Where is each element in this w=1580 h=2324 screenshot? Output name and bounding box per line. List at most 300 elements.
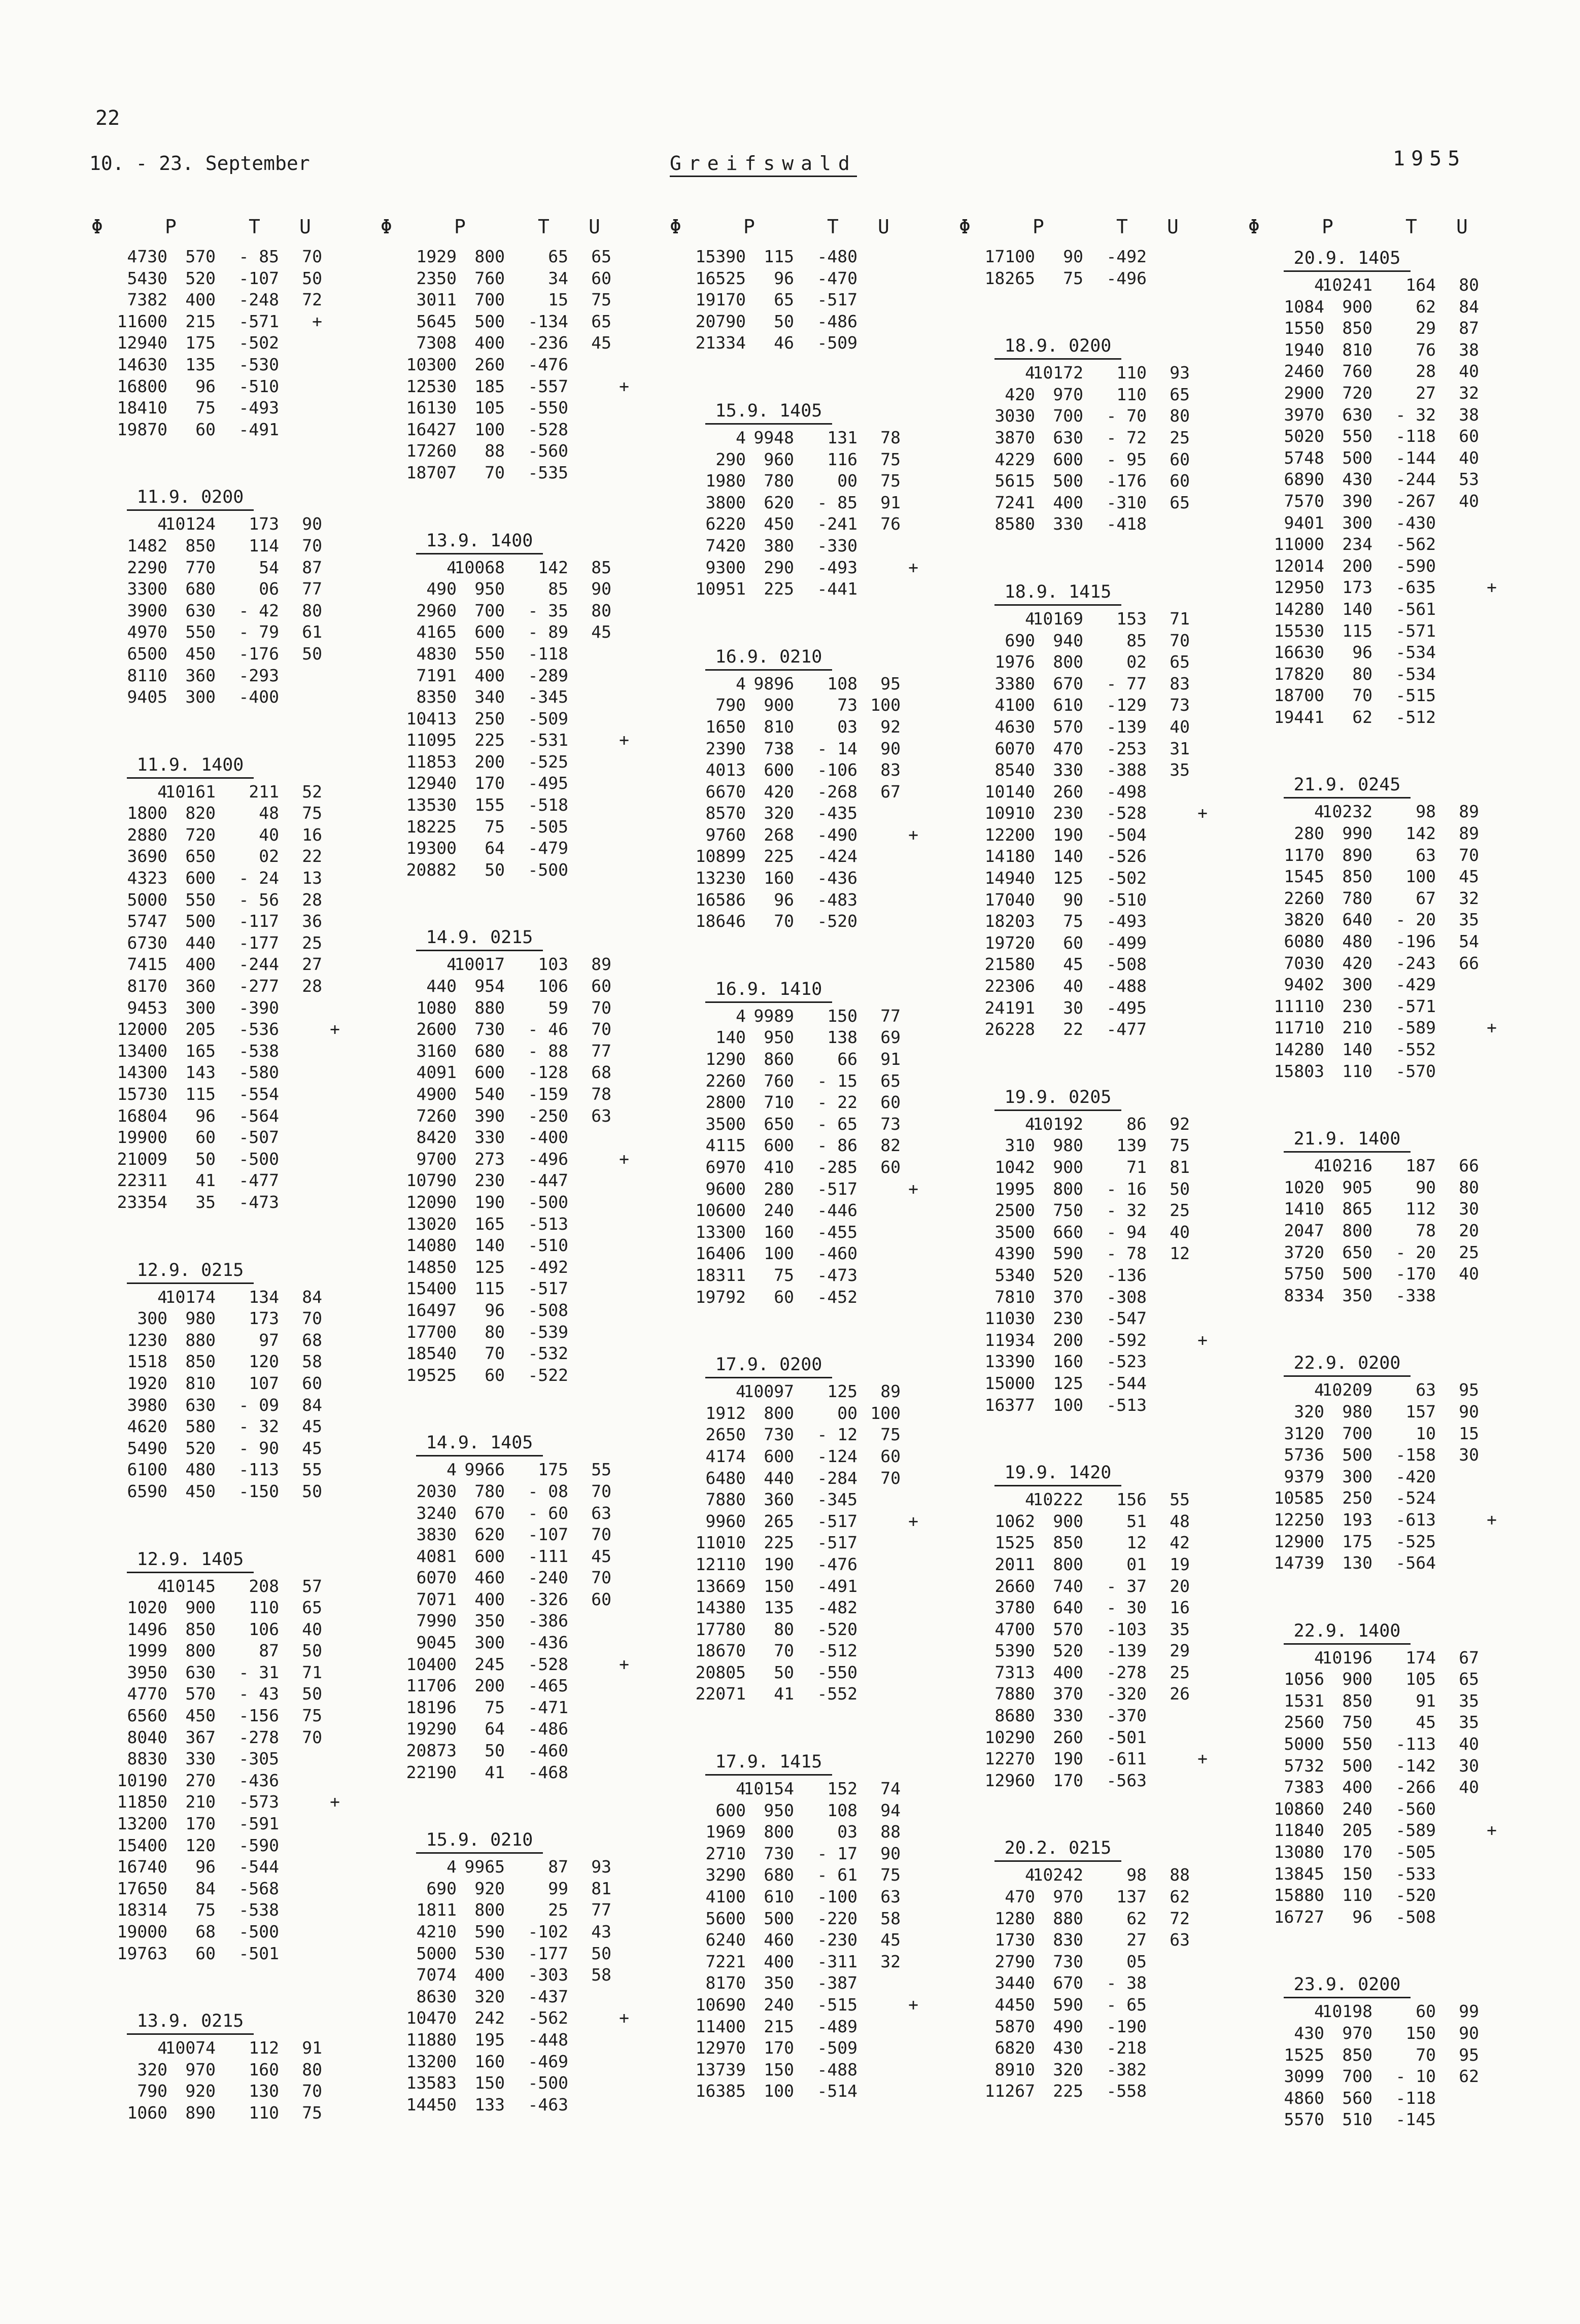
table-row — [944, 759, 1208, 781]
table-row — [1233, 1039, 1497, 1061]
phi-cell: 5430 — [127, 268, 167, 288]
phi-cell: 7570 — [1284, 491, 1324, 511]
header-phi: Φ — [1248, 216, 1260, 238]
phi-cell: 4620 — [127, 1416, 167, 1437]
mark-cell: + — [1197, 803, 1208, 823]
table-row — [655, 1619, 918, 1641]
t-cell: 70 — [1416, 2044, 1436, 2065]
p-cell: 225 — [764, 1533, 794, 1553]
p-cell: 210 — [1342, 1018, 1372, 1038]
sounding-block — [944, 1085, 1208, 1416]
u-cell: 55 — [1170, 1489, 1190, 1510]
t-cell: 138 — [827, 1027, 857, 1048]
p-cell: 96 — [1352, 1906, 1372, 1927]
table-row — [365, 1697, 629, 1719]
phi-cell: 1042 — [994, 1157, 1035, 1177]
p-cell: 40 — [1063, 976, 1083, 996]
u-cell: 90 — [302, 514, 322, 534]
table-row — [655, 824, 918, 846]
phi-cell: 3720 — [1284, 1242, 1324, 1262]
u-cell: 77 — [302, 579, 322, 599]
t-cell: -103 — [1106, 1619, 1147, 1639]
sounding-block — [76, 1258, 340, 1503]
table-row — [655, 1265, 918, 1287]
u-cell: 53 — [1459, 469, 1479, 490]
p-cell: 22 — [1063, 1019, 1083, 1039]
p-cell: 150 — [764, 1576, 794, 1596]
table-row — [365, 708, 629, 730]
p-cell: 510 — [1342, 2109, 1372, 2130]
t-cell: -118 — [1395, 426, 1436, 446]
p-cell: 480 — [1342, 931, 1372, 952]
table-row — [655, 1049, 918, 1070]
table-row — [76, 311, 340, 333]
p-cell: 230 — [474, 1170, 505, 1191]
phi-cell: 3240 — [416, 1503, 457, 1523]
table-row — [1233, 1531, 1497, 1553]
p-cell: 90 — [1063, 889, 1083, 910]
phi-cell: 7383 — [1284, 1777, 1324, 1797]
table-row — [365, 600, 629, 622]
phi-cell: 2600 — [416, 1019, 457, 1039]
sounding-block — [1233, 1619, 1497, 1928]
sounding-block — [76, 246, 340, 440]
p-cell: 170 — [764, 2038, 794, 2058]
phi-cell: 12950 — [1274, 577, 1324, 598]
t-cell: -500 — [528, 859, 568, 880]
table-row — [655, 470, 918, 492]
phi-cell: 5870 — [994, 2016, 1035, 2036]
t-cell: -517 — [817, 1533, 857, 1553]
table-row — [944, 1683, 1208, 1705]
p-cell: 140 — [1053, 846, 1083, 866]
phi-cell: 19720 — [984, 932, 1035, 953]
p-cell: 185 — [474, 376, 505, 396]
table-row — [944, 1308, 1208, 1330]
p-cell: 175 — [1342, 1531, 1372, 1551]
t-cell: -493 — [238, 398, 279, 418]
table-row — [655, 1446, 918, 1468]
phi-cell: 320 — [137, 2059, 167, 2079]
sounding-title: 14.9. 1405 — [416, 1431, 543, 1456]
table-row — [365, 440, 629, 462]
table-row — [655, 911, 918, 932]
table-row — [76, 1330, 340, 1351]
phi-cell: 1410 — [1284, 1199, 1324, 1219]
table-row — [76, 1084, 340, 1105]
table-row — [1233, 1487, 1497, 1509]
phi-cell: 10585 — [1274, 1488, 1324, 1508]
t-cell: -517 — [817, 1178, 857, 1199]
phi-cell: 4100 — [705, 1887, 746, 1907]
table-row — [1233, 447, 1497, 469]
table-row — [944, 1489, 1208, 1511]
t-cell: 150 — [1405, 2023, 1436, 2043]
t-cell: 112 — [1405, 1199, 1436, 1219]
phi-cell: 5000 — [127, 889, 167, 910]
t-cell: -590 — [238, 1835, 279, 1855]
u-cell: 40 — [1459, 491, 1479, 511]
phi-cell: 1020 — [1284, 1177, 1324, 1197]
sounding-title: 15.9. 1405 — [705, 399, 832, 425]
p-cell: 90 — [1063, 247, 1083, 266]
phi-cell: 5020 — [1284, 426, 1324, 446]
t-cell: -248 — [238, 290, 279, 310]
t-cell: - 32 — [1395, 404, 1436, 425]
phi-cell: 5390 — [994, 1641, 1035, 1661]
p-cell: 160 — [764, 1222, 794, 1242]
t-cell: -528 — [528, 419, 568, 439]
p-cell: 860 — [764, 1049, 794, 1069]
phi-cell: 10400 — [406, 1654, 457, 1674]
mark-cell: + — [619, 1149, 629, 1169]
sounding-title: 23.9. 0200 — [1284, 1972, 1411, 1998]
u-cell: 89 — [1459, 802, 1479, 822]
table-row — [944, 1395, 1208, 1416]
phi-cell: 13080 — [1274, 1842, 1324, 1862]
p-cell: 10209 — [1322, 1380, 1372, 1400]
phi-cell: 6480 — [705, 1468, 746, 1488]
u-cell: 70 — [302, 1308, 322, 1329]
t-cell: -429 — [1395, 975, 1436, 995]
t-cell: -382 — [1106, 2059, 1147, 2079]
table-row — [655, 1511, 918, 1533]
phi-cell: 11880 — [406, 2029, 457, 2050]
t-cell: 110 — [1116, 384, 1147, 404]
p-cell: 370 — [1053, 1287, 1083, 1307]
u-cell: 28 — [302, 889, 322, 910]
p-cell: 760 — [474, 268, 505, 288]
table-row — [655, 1683, 918, 1705]
p-cell: 115 — [185, 1084, 216, 1104]
t-cell: -230 — [817, 1930, 857, 1950]
phi-cell: 5000 — [1284, 1734, 1324, 1754]
p-cell: 10172 — [1033, 363, 1083, 383]
phi-cell: 17700 — [406, 1322, 457, 1342]
phi-cell: 4013 — [705, 760, 746, 780]
table-row — [76, 397, 340, 419]
t-cell: 85 — [548, 579, 568, 599]
p-cell: 400 — [185, 290, 216, 310]
p-cell: 96 — [774, 889, 794, 910]
u-cell: 27 — [302, 954, 322, 975]
table-row — [76, 1019, 340, 1040]
u-cell: 50 — [302, 268, 322, 288]
table-row — [365, 2007, 629, 2029]
u-cell: 73 — [880, 1114, 901, 1134]
p-cell: 270 — [185, 1770, 216, 1790]
u-cell: 75 — [880, 449, 901, 469]
t-cell: 27 — [1126, 1930, 1147, 1950]
table-row — [1233, 1669, 1497, 1690]
table-row — [944, 1019, 1208, 1040]
table-row — [655, 846, 918, 868]
t-cell: -390 — [238, 997, 279, 1018]
u-cell: 38 — [1459, 404, 1479, 425]
t-cell: -592 — [1106, 1330, 1147, 1350]
table-row — [365, 2072, 629, 2094]
u-cell: 52 — [302, 781, 322, 802]
phi-cell: 1976 — [994, 652, 1035, 672]
phi-cell: 2710 — [705, 1843, 746, 1863]
p-cell: 600 — [764, 1446, 794, 1466]
p-cell: 700 — [474, 600, 505, 620]
phi-cell: 8420 — [416, 1127, 457, 1148]
p-cell: 230 — [1342, 996, 1372, 1016]
t-cell: -492 — [528, 1257, 568, 1277]
table-row — [655, 1864, 918, 1886]
phi-cell: 1056 — [1284, 1669, 1324, 1689]
phi-cell: 10790 — [406, 1170, 457, 1191]
p-cell: 125 — [1053, 868, 1083, 888]
phi-cell: 4730 — [127, 247, 167, 266]
u-cell: 70 — [591, 1481, 611, 1501]
phi-cell: 7241 — [994, 492, 1035, 512]
phi-cell: 140 — [715, 1027, 746, 1048]
table-row — [365, 1654, 629, 1676]
sounding-block — [365, 925, 629, 1386]
p-cell: 390 — [474, 1105, 505, 1126]
phi-cell: 11267 — [984, 2081, 1035, 2101]
table-row — [76, 2059, 340, 2081]
phi-cell: 17100 — [984, 247, 1035, 266]
u-cell: 28 — [302, 976, 322, 996]
p-cell: 850 — [185, 1351, 216, 1372]
phi-cell: 9405 — [127, 687, 167, 707]
phi-cell: 6590 — [127, 1481, 167, 1501]
mark-cell: + — [1197, 1749, 1208, 1769]
phi-cell: 1062 — [994, 1511, 1035, 1531]
p-cell: 150 — [764, 2059, 794, 2079]
table-row — [655, 1886, 918, 1908]
u-cell: 20 — [1459, 1220, 1479, 1240]
table-row — [655, 1135, 918, 1157]
table-row — [76, 954, 340, 976]
table-row — [944, 246, 1208, 268]
phi-cell: 310 — [1005, 1135, 1035, 1156]
table-row — [655, 557, 918, 579]
header-phi: Φ — [91, 216, 103, 238]
table-row — [944, 2016, 1208, 2038]
table-row — [76, 1170, 340, 1192]
t-cell: 108 — [827, 1800, 857, 1820]
table-row — [365, 1986, 629, 2008]
u-cell: 35 — [1170, 760, 1190, 780]
sounding-title: 22.9. 0200 — [1284, 1351, 1411, 1377]
u-cell: 93 — [591, 1857, 611, 1877]
u-cell: 65 — [591, 311, 611, 331]
phi-cell: 4700 — [994, 1619, 1035, 1639]
t-cell: -515 — [1395, 685, 1436, 706]
p-cell: 470 — [1053, 738, 1083, 758]
t-cell: -293 — [238, 665, 279, 685]
table-row — [76, 1899, 340, 1921]
u-cell: 75 — [1170, 1135, 1190, 1156]
phi-cell: 11095 — [406, 730, 457, 750]
table-row — [944, 695, 1208, 716]
p-cell: 230 — [1053, 803, 1083, 823]
phi-cell: 1545 — [1284, 866, 1324, 887]
table-row — [365, 311, 629, 333]
phi-cell: 4091 — [416, 1062, 457, 1083]
phi-cell: 13739 — [695, 2059, 746, 2079]
u-cell: 35 — [1170, 1619, 1190, 1639]
phi-cell: 11000 — [1274, 534, 1324, 554]
p-cell: 70 — [774, 1641, 794, 1661]
phi-cell: 4 — [1025, 1865, 1035, 1885]
table-row — [365, 1740, 629, 1762]
mark-cell: + — [908, 1511, 918, 1531]
p-cell: 10241 — [1322, 275, 1372, 295]
p-cell: 520 — [1053, 1641, 1083, 1661]
t-cell: -386 — [528, 1611, 568, 1631]
u-cell: 95 — [1459, 2044, 1479, 2065]
phi-cell: 18670 — [695, 1641, 746, 1661]
t-cell: -430 — [1395, 512, 1436, 533]
t-cell: 106 — [538, 976, 568, 996]
t-cell: 28 — [1416, 361, 1436, 381]
phi-cell: 4 — [446, 1460, 457, 1480]
p-cell: 245 — [474, 1654, 505, 1674]
phi-cell: 2260 — [705, 1070, 746, 1091]
t-cell: 116 — [827, 449, 857, 469]
p-cell: 700 — [1053, 406, 1083, 426]
t-cell: - 30 — [1106, 1598, 1147, 1618]
phi-cell: 3380 — [994, 673, 1035, 693]
phi-cell: 11600 — [117, 311, 167, 331]
t-cell: -517 — [528, 1278, 568, 1299]
phi-cell: 4210 — [416, 1922, 457, 1941]
table-row — [76, 824, 340, 846]
p-cell: 850 — [1342, 1690, 1372, 1711]
u-cell: 32 — [1459, 888, 1479, 908]
table-row — [365, 1899, 629, 1921]
phi-cell: 3300 — [127, 579, 167, 599]
p-cell: 630 — [185, 1662, 216, 1682]
table-row — [76, 889, 340, 911]
t-cell: -531 — [528, 730, 568, 750]
p-cell: 720 — [185, 824, 216, 845]
p-cell: 9989 — [753, 1005, 794, 1026]
t-cell: -473 — [238, 1192, 279, 1212]
phi-cell: 2047 — [1284, 1220, 1324, 1240]
t-cell: 12 — [1126, 1533, 1147, 1553]
p-cell: 500 — [185, 911, 216, 931]
p-cell: 10154 — [743, 1779, 794, 1799]
t-cell: 125 — [827, 1381, 857, 1402]
phi-cell: 3820 — [1284, 910, 1324, 930]
t-cell: -533 — [1395, 1863, 1436, 1884]
table-row — [944, 608, 1208, 630]
table-row — [655, 1005, 918, 1027]
table-row — [76, 600, 340, 622]
sounding-block — [1233, 1972, 1497, 2131]
p-cell: 330 — [474, 1127, 505, 1148]
phi-cell: 11030 — [984, 1308, 1035, 1329]
p-cell: 580 — [185, 1416, 216, 1437]
p-cell: 135 — [185, 354, 216, 374]
u-cell: 25 — [302, 932, 322, 953]
t-cell: 54 — [259, 557, 279, 577]
p-cell: 730 — [474, 1019, 505, 1039]
t-cell: -510 — [238, 376, 279, 396]
t-cell: -320 — [1106, 1684, 1147, 1704]
phi-cell: 13390 — [984, 1351, 1035, 1372]
table-row — [1233, 1798, 1497, 1820]
phi-cell: 3011 — [416, 290, 457, 310]
t-cell: -284 — [817, 1468, 857, 1488]
header-u: U — [589, 216, 600, 238]
phi-cell: 4630 — [994, 716, 1035, 737]
table-row — [1233, 1220, 1497, 1242]
p-cell: 990 — [1342, 823, 1372, 844]
table-row — [655, 759, 918, 781]
phi-cell: 1650 — [705, 716, 746, 737]
p-cell: 570 — [1053, 716, 1083, 737]
t-cell: - 90 — [238, 1438, 279, 1458]
phi-cell: 3160 — [416, 1040, 457, 1061]
table-row — [655, 1576, 918, 1598]
t-cell: 139 — [1116, 1135, 1147, 1156]
p-cell: 65 — [774, 290, 794, 310]
sounding-block — [944, 334, 1208, 535]
table-row — [76, 868, 340, 889]
t-cell: -571 — [238, 311, 279, 331]
t-cell: -513 — [1106, 1395, 1147, 1415]
table-row — [1233, 823, 1497, 845]
table-row — [944, 1287, 1208, 1308]
t-cell: -550 — [528, 398, 568, 418]
t-cell: 110 — [1116, 363, 1147, 383]
p-cell: 10169 — [1033, 608, 1083, 629]
phi-cell: 13020 — [406, 1213, 457, 1234]
p-cell: 70 — [774, 911, 794, 931]
table-row — [365, 578, 629, 600]
u-cell: 50 — [591, 1943, 611, 1963]
p-cell: 420 — [1342, 953, 1372, 973]
u-cell: 87 — [1459, 318, 1479, 338]
phi-cell: 4229 — [994, 449, 1035, 469]
p-cell: 890 — [185, 2102, 216, 2123]
u-cell: 63 — [591, 1105, 611, 1126]
p-cell: 190 — [764, 1554, 794, 1574]
phi-cell: 16385 — [695, 2081, 746, 2101]
table-row — [76, 1683, 340, 1705]
p-cell: 140 — [1342, 599, 1372, 619]
sounding-title: 19.9. 0205 — [994, 1085, 1121, 1111]
phi-cell: 8540 — [994, 760, 1035, 780]
phi-cell: 7415 — [127, 954, 167, 975]
table-row — [944, 824, 1208, 846]
t-cell: - 65 — [817, 1114, 857, 1134]
p-cell: 590 — [1053, 1243, 1083, 1264]
phi-cell: 17820 — [1274, 664, 1324, 684]
u-cell: 73 — [1170, 695, 1190, 715]
table-row — [944, 362, 1208, 384]
table-row — [365, 246, 629, 268]
t-cell: 87 — [259, 1641, 279, 1661]
t-cell: -470 — [817, 268, 857, 288]
p-cell: 125 — [1053, 1373, 1083, 1393]
table-row — [944, 1864, 1208, 1886]
p-cell: 155 — [474, 795, 505, 815]
t-cell: -532 — [528, 1343, 568, 1364]
table-row — [655, 803, 918, 824]
header-t: T — [1116, 216, 1128, 238]
p-cell: 810 — [185, 1373, 216, 1393]
header-phi: Φ — [959, 216, 971, 238]
u-cell: 67 — [1459, 1647, 1479, 1668]
